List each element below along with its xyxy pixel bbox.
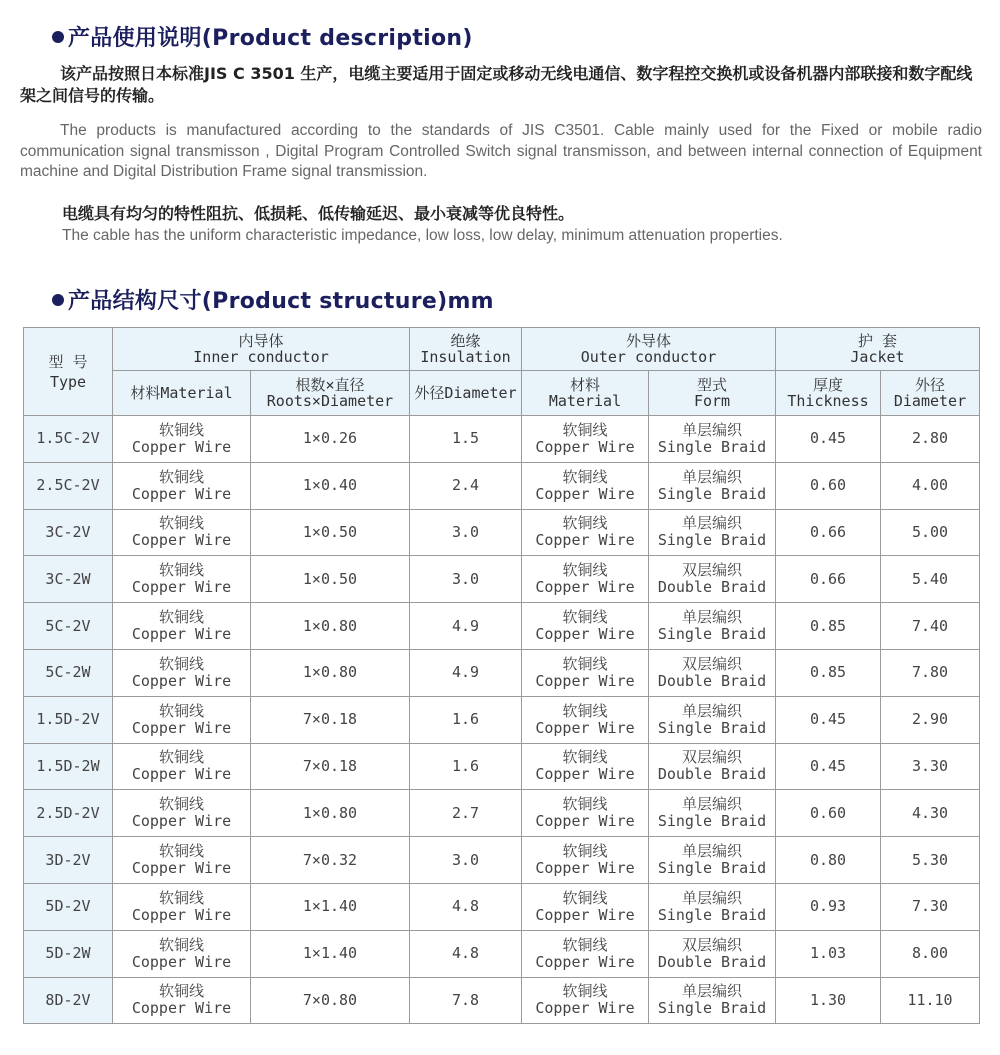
cell-thickness: 0.66 [776, 509, 881, 556]
cell-outer-material [522, 883, 649, 930]
cell-form-en: Single Braid [657, 625, 767, 644]
cell-roots-diameter: 1×1.40 [251, 883, 410, 930]
cell-roots-diameter: 7×0.18 [251, 743, 410, 790]
cell-inner-material-zh: 软铜线 [158, 935, 204, 954]
cell-outer-material-en: Copper Wire [535, 437, 635, 456]
cell-outer-material-zh: 软铜线 [562, 748, 608, 767]
header-inner-en: Inner conductor [193, 348, 329, 366]
cell-inner-material [113, 603, 251, 650]
cell-form-zh: 单层编织 [681, 888, 742, 907]
cell-type: 5C-2V [24, 603, 113, 650]
header-insulation-en: Insulation [420, 348, 511, 366]
cell-outer-material-en: Copper Wire [535, 718, 635, 737]
cell-inner-material [113, 837, 251, 884]
cell-outer-material [522, 416, 649, 463]
cell-form [649, 416, 776, 463]
cell-outer-material-zh: 软铜线 [562, 514, 608, 533]
table-row [24, 883, 980, 930]
cell-thickness: 0.60 [776, 462, 881, 509]
cell-insulation-diameter: 4.8 [410, 883, 522, 930]
cell-type: 5D-2W [24, 930, 113, 977]
cell-form-en: Single Braid [657, 999, 767, 1018]
header-inner-material: 材料Material [113, 371, 251, 416]
cell-inner-material-zh: 软铜线 [158, 420, 204, 439]
cell-inner-material-zh: 软铜线 [158, 701, 204, 720]
cell-outer-material [522, 790, 649, 837]
cell-jacket-diameter: 7.30 [881, 883, 980, 930]
cell-inner-material-en: Copper Wire [131, 484, 232, 503]
cell-type: 1.5D-2W [24, 743, 113, 790]
description-paragraph-zh: 该产品按照日本标准JIS C 3501 生产，电缆主要适用于固定或移动无线电通信、数字程控交换机或设备机器内部联接和数字配线架之间信号的传输。 [20, 64, 973, 105]
cell-inner-material-zh: 软铜线 [158, 888, 204, 907]
cell-jacket-diameter: 11.10 [881, 977, 980, 1024]
cell-inner-material-zh: 软铜线 [158, 514, 204, 533]
cell-type: 1.5D-2V [24, 696, 113, 743]
cell-form [649, 649, 776, 696]
cell-outer-material [522, 603, 649, 650]
cell-type: 5C-2W [24, 649, 113, 696]
cell-form-en: Double Braid [657, 578, 767, 597]
cell-inner-material-en: Copper Wire [131, 671, 232, 690]
cell-outer-material-en: Copper Wire [535, 578, 635, 597]
cell-jacket-diameter: 3.30 [881, 743, 980, 790]
cell-thickness: 0.60 [776, 790, 881, 837]
table-row [24, 696, 980, 743]
cell-insulation-diameter: 4.9 [410, 649, 522, 696]
header-thickness [776, 371, 881, 416]
cell-roots-diameter: 1×1.40 [251, 930, 410, 977]
cell-form-zh: 单层编织 [681, 795, 742, 814]
cell-form [649, 883, 776, 930]
table-row [24, 790, 980, 837]
cell-inner-material-zh: 软铜线 [158, 842, 204, 861]
cell-insulation-diameter: 3.0 [410, 837, 522, 884]
cell-inner-material-zh: 软铜线 [158, 467, 204, 486]
cell-thickness: 0.45 [776, 696, 881, 743]
cell-type: 3D-2V [24, 837, 113, 884]
cell-insulation-diameter: 7.8 [410, 977, 522, 1024]
cell-inner-material [113, 416, 251, 463]
cell-thickness: 1.30 [776, 977, 881, 1024]
header-insulation [410, 328, 522, 371]
cell-insulation-diameter: 2.7 [410, 790, 522, 837]
cell-outer-material [522, 556, 649, 603]
cell-inner-material [113, 462, 251, 509]
cell-outer-material [522, 743, 649, 790]
cell-form-en: Single Braid [657, 812, 767, 831]
cell-outer-material-zh: 软铜线 [562, 935, 608, 954]
cell-outer-material-zh: 软铜线 [562, 654, 608, 673]
table-header-row [24, 328, 980, 371]
cell-type: 3C-2V [24, 509, 113, 556]
cell-jacket-diameter: 2.80 [881, 416, 980, 463]
cell-inner-material-en: Copper Wire [131, 999, 232, 1018]
table-row [24, 462, 980, 509]
cell-jacket-diameter: 4.30 [881, 790, 980, 837]
cell-inner-material-en: Copper Wire [131, 905, 232, 924]
cell-form-en: Single Braid [657, 859, 767, 878]
cell-inner-material [113, 509, 251, 556]
header-form-zh: 型式 [696, 376, 727, 394]
cell-inner-material-en: Copper Wire [131, 718, 232, 737]
cell-form-zh: 单层编织 [681, 982, 742, 1001]
header-jacket-diameter-en: Diameter [893, 392, 967, 410]
cell-form-en: Double Braid [657, 952, 767, 971]
cell-type: 5D-2V [24, 883, 113, 930]
cell-outer-material-en: Copper Wire [535, 905, 635, 924]
cell-inner-material-zh: 软铜线 [158, 748, 204, 767]
cell-form [649, 743, 776, 790]
header-roots-zh: 根数×直径 [295, 376, 365, 394]
cell-thickness: 1.03 [776, 930, 881, 977]
cell-outer-material-zh: 软铜线 [562, 795, 608, 814]
table-row [24, 977, 980, 1024]
cell-outer-material-en: Copper Wire [535, 952, 635, 971]
cell-type: 3C-2W [24, 556, 113, 603]
cell-form-zh: 单层编织 [681, 608, 742, 627]
cell-thickness: 0.85 [776, 649, 881, 696]
header-insulation-zh: 绝缘 [450, 332, 481, 350]
bullet-dot-icon [52, 294, 64, 306]
table-body [24, 416, 980, 1024]
cell-inner-material [113, 930, 251, 977]
header-jacket [776, 328, 980, 371]
cell-form-zh: 双层编织 [681, 561, 742, 580]
cell-outer-material-zh: 软铜线 [562, 420, 608, 439]
table-row [24, 603, 980, 650]
header-type-zh: 型 号 [48, 352, 88, 371]
cell-outer-material [522, 930, 649, 977]
cell-form-en: Double Braid [657, 671, 767, 690]
cell-outer-material-zh: 软铜线 [562, 561, 608, 580]
cell-outer-material [522, 509, 649, 556]
cell-form [649, 509, 776, 556]
cell-inner-material-en: Copper Wire [131, 578, 232, 597]
cell-thickness: 0.80 [776, 837, 881, 884]
cell-outer-material-zh: 软铜线 [562, 888, 608, 907]
cell-inner-material-en: Copper Wire [131, 625, 232, 644]
header-outer-en: Outer conductor [580, 348, 717, 366]
cell-insulation-diameter: 1.6 [410, 696, 522, 743]
cell-inner-material-en: Copper Wire [131, 952, 232, 971]
cell-outer-material-zh: 软铜线 [562, 608, 608, 627]
cell-roots-diameter: 7×0.32 [251, 837, 410, 884]
table-row [24, 743, 980, 790]
cell-inner-material-en: Copper Wire [131, 859, 232, 878]
header-jacket-diameter [881, 371, 980, 416]
cell-form [649, 556, 776, 603]
description-paragraph-en: The products is manufactured according to the standards of JIS C3501. Cable mainly used for the Fixed or mobile radio communication signal transmisson , Digital Program Controlled Switch signal transmisson, and between internal connection of Equipment machine and Digital Distribution Frame signal transmission. [20, 122, 982, 180]
cell-form-en: Single Braid [657, 437, 767, 456]
cell-jacket-diameter: 7.80 [881, 649, 980, 696]
cell-form-zh: 单层编织 [681, 467, 742, 486]
cell-thickness: 0.85 [776, 603, 881, 650]
header-jacket-diameter-zh: 外径 [914, 376, 945, 394]
cell-inner-material [113, 696, 251, 743]
header-roots-diameter [251, 371, 410, 416]
cell-roots-diameter: 1×0.80 [251, 649, 410, 696]
cell-form-zh: 双层编织 [681, 935, 742, 954]
cell-outer-material [522, 462, 649, 509]
cell-roots-diameter: 1×0.26 [251, 416, 410, 463]
cell-type: 2.5C-2V [24, 462, 113, 509]
cell-jacket-diameter: 5.30 [881, 837, 980, 884]
cell-jacket-diameter: 7.40 [881, 603, 980, 650]
cell-roots-diameter: 1×0.50 [251, 556, 410, 603]
table-row [24, 416, 980, 463]
cell-form [649, 837, 776, 884]
cell-outer-material-en: Copper Wire [535, 671, 635, 690]
table-row [24, 930, 980, 977]
cell-roots-diameter: 7×0.80 [251, 977, 410, 1024]
cell-inner-material-zh: 软铜线 [158, 561, 204, 580]
table-row [24, 649, 980, 696]
cell-roots-diameter: 7×0.18 [251, 696, 410, 743]
cell-inner-material [113, 556, 251, 603]
cell-form-zh: 单层编织 [681, 514, 742, 533]
cell-outer-material [522, 696, 649, 743]
product-structure-table [23, 327, 980, 1024]
table-row [24, 556, 980, 603]
cell-outer-material-en: Copper Wire [535, 999, 635, 1018]
cell-inner-material-en: Copper Wire [131, 812, 232, 831]
cell-form-zh: 单层编织 [681, 842, 742, 861]
header-form-en: Form [693, 392, 731, 410]
cell-form [649, 977, 776, 1024]
cell-thickness: 0.45 [776, 743, 881, 790]
cell-form-en: Single Braid [657, 484, 767, 503]
header-outer-material-en: Material [548, 392, 622, 410]
cell-inner-material [113, 790, 251, 837]
cell-form-en: Single Braid [657, 531, 767, 550]
section-title-structure-text: 产品结构尺寸(Product structure)mm [68, 289, 494, 314]
cell-jacket-diameter: 8.00 [881, 930, 980, 977]
cell-thickness: 0.93 [776, 883, 881, 930]
cell-jacket-diameter: 2.90 [881, 696, 980, 743]
cell-form-en: Single Braid [657, 718, 767, 737]
header-outer-conductor [522, 328, 776, 371]
cell-form-en: Double Braid [657, 765, 767, 784]
cell-insulation-diameter: 4.9 [410, 603, 522, 650]
bullet-dot-icon [52, 31, 64, 43]
cell-inner-material-zh: 软铜线 [158, 608, 204, 627]
features-text-zh: 电缆具有均匀的特性阻抗、低损耗、低传输延迟、最小衰减等优良特性。 [62, 204, 575, 223]
cell-form [649, 930, 776, 977]
cell-type: 8D-2V [24, 977, 113, 1024]
cell-insulation-diameter: 3.0 [410, 509, 522, 556]
cell-thickness: 0.66 [776, 556, 881, 603]
header-outer-material-zh: 材料 [569, 376, 600, 394]
cell-outer-material-zh: 软铜线 [562, 982, 608, 1001]
table-row [24, 509, 980, 556]
header-outer-zh: 外导体 [625, 332, 671, 350]
cell-form [649, 790, 776, 837]
header-type-en: Type [49, 372, 87, 391]
cell-form-zh: 双层编织 [681, 654, 742, 673]
header-insulation-diameter: 外径Diameter [410, 371, 522, 416]
table-row [24, 837, 980, 884]
header-roots-en: Roots×Diameter [266, 392, 394, 410]
cell-outer-material-zh: 软铜线 [562, 467, 608, 486]
cell-form-zh: 单层编织 [681, 701, 742, 720]
cell-type: 1.5C-2V [24, 416, 113, 463]
section-title-structure [52, 284, 494, 315]
cell-insulation-diameter: 2.4 [410, 462, 522, 509]
header-thickness-en: Thickness [787, 392, 869, 410]
header-outer-material [522, 371, 649, 416]
header-type [24, 328, 113, 416]
header-jacket-en: Jacket [850, 348, 905, 366]
cell-inner-material-zh: 软铜线 [158, 795, 204, 814]
cell-outer-material [522, 977, 649, 1024]
cell-form [649, 696, 776, 743]
header-inner-conductor [113, 328, 410, 371]
cell-form-zh: 双层编织 [681, 748, 742, 767]
cell-roots-diameter: 1×0.80 [251, 790, 410, 837]
cell-form [649, 462, 776, 509]
cell-outer-material-en: Copper Wire [535, 484, 635, 503]
cell-outer-material [522, 649, 649, 696]
cell-inner-material-en: Copper Wire [131, 531, 232, 550]
cell-outer-material-en: Copper Wire [535, 531, 635, 550]
cell-inner-material-zh: 软铜线 [158, 654, 204, 673]
header-inner-zh: 内导体 [238, 332, 284, 350]
cell-inner-material [113, 743, 251, 790]
cell-outer-material-zh: 软铜线 [562, 701, 608, 720]
header-jacket-zh: 护 套 [857, 332, 898, 350]
header-form [649, 371, 776, 416]
cell-form-en: Single Braid [657, 905, 767, 924]
cell-outer-material [522, 837, 649, 884]
cell-inner-material [113, 977, 251, 1024]
cell-roots-diameter: 1×0.40 [251, 462, 410, 509]
cell-inner-material [113, 649, 251, 696]
cell-jacket-diameter: 5.40 [881, 556, 980, 603]
cell-inner-material-zh: 软铜线 [158, 982, 204, 1001]
section-title-description-text: 产品使用说明(Product description) [68, 26, 473, 51]
header-thickness-zh: 厚度 [812, 376, 843, 394]
cell-form-zh: 单层编织 [681, 420, 742, 439]
cell-insulation-diameter: 1.6 [410, 743, 522, 790]
cell-roots-diameter: 1×0.80 [251, 603, 410, 650]
cell-roots-diameter: 1×0.50 [251, 509, 410, 556]
cell-outer-material-zh: 软铜线 [562, 842, 608, 861]
cell-insulation-diameter: 1.5 [410, 416, 522, 463]
cell-insulation-diameter: 4.8 [410, 930, 522, 977]
cell-outer-material-en: Copper Wire [535, 812, 635, 831]
cell-jacket-diameter: 5.00 [881, 509, 980, 556]
cell-inner-material-en: Copper Wire [131, 765, 232, 784]
cell-insulation-diameter: 3.0 [410, 556, 522, 603]
cell-outer-material-en: Copper Wire [535, 859, 635, 878]
cell-form [649, 603, 776, 650]
section-title-description [52, 21, 473, 52]
cell-type: 2.5D-2V [24, 790, 113, 837]
cell-thickness: 0.45 [776, 416, 881, 463]
cell-inner-material-en: Copper Wire [131, 437, 232, 456]
cell-outer-material-en: Copper Wire [535, 765, 635, 784]
cell-inner-material [113, 883, 251, 930]
cell-jacket-diameter: 4.00 [881, 462, 980, 509]
table-subheader-row [24, 371, 980, 416]
cell-outer-material-en: Copper Wire [535, 625, 635, 644]
features-text-en: The cable has the uniform characteristic impedance, low loss, low delay, minimum attenuation properties. [62, 227, 783, 244]
